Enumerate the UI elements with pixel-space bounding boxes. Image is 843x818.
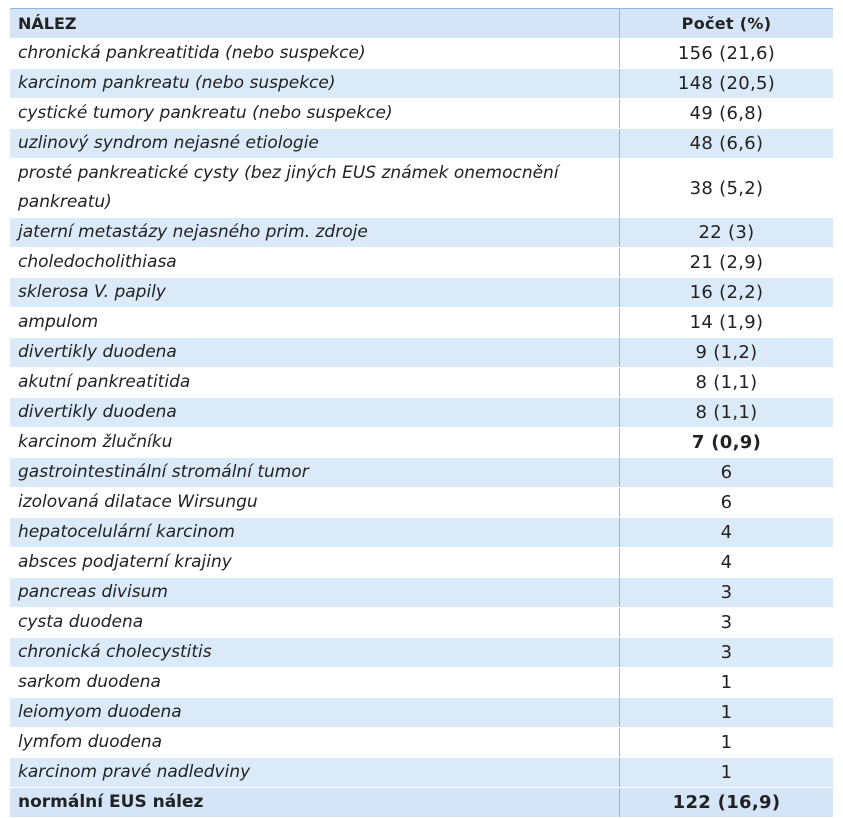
finding-cell: leiomyom duodena bbox=[10, 698, 620, 727]
count-cell: 48 (6,6) bbox=[620, 129, 833, 158]
count-cell: 1 bbox=[620, 698, 833, 727]
table-row bbox=[10, 398, 833, 428]
count-cell: 49 (6,8) bbox=[620, 99, 833, 128]
table-row bbox=[10, 99, 833, 129]
count-cell: 4 bbox=[620, 548, 833, 577]
table-row bbox=[10, 278, 833, 308]
header-count: Počet (%) bbox=[620, 9, 833, 38]
finding-cell: absces podjaterní krajiny bbox=[10, 548, 620, 577]
finding-cell: jaterní metastázy nejasného prim. zdroje bbox=[10, 218, 620, 247]
count-cell: 8 (1,1) bbox=[620, 368, 833, 397]
table-row bbox=[10, 129, 833, 159]
footer-count: 122 (16,9) bbox=[620, 788, 833, 817]
finding-cell: divertikly duodena bbox=[10, 398, 620, 427]
count-cell: 3 bbox=[620, 608, 833, 637]
finding-cell: pancreas divisum bbox=[10, 578, 620, 607]
table-row bbox=[10, 668, 833, 698]
table-row bbox=[10, 638, 833, 668]
table-row bbox=[10, 548, 833, 578]
count-cell: 156 (21,6) bbox=[620, 39, 833, 68]
count-cell: 9 (1,2) bbox=[620, 338, 833, 367]
table-row bbox=[10, 368, 833, 398]
count-cell: 38 (5,2) bbox=[620, 159, 833, 217]
findings-table bbox=[10, 8, 833, 813]
table-row bbox=[10, 488, 833, 518]
finding-cell: karcinom pankreatu (nebo suspekce) bbox=[10, 69, 620, 98]
finding-cell: cysta duodena bbox=[10, 608, 620, 637]
table-row bbox=[10, 458, 833, 488]
table-row bbox=[10, 518, 833, 548]
table-row bbox=[10, 338, 833, 368]
count-cell: 4 bbox=[620, 518, 833, 547]
table-row bbox=[10, 578, 833, 608]
finding-cell: karcinom žlučníku bbox=[10, 428, 620, 457]
table-row bbox=[10, 428, 833, 458]
count-cell: 3 bbox=[620, 638, 833, 667]
count-cell: 1 bbox=[620, 758, 833, 787]
table-row bbox=[10, 608, 833, 638]
finding-cell: gastrointestinální stromální tumor bbox=[10, 458, 620, 487]
count-cell: 148 (20,5) bbox=[620, 69, 833, 98]
count-cell: 21 (2,9) bbox=[620, 248, 833, 277]
count-cell: 14 (1,9) bbox=[620, 308, 833, 337]
table-row bbox=[10, 218, 833, 248]
finding-cell: izolovaná dilatace Wirsungu bbox=[10, 488, 620, 517]
table-header-row bbox=[10, 9, 833, 39]
count-cell: 1 bbox=[620, 728, 833, 757]
count-cell: 8 (1,1) bbox=[620, 398, 833, 427]
count-cell: 6 bbox=[620, 458, 833, 487]
table-row bbox=[10, 698, 833, 728]
count-cell: 6 bbox=[620, 488, 833, 517]
table-row bbox=[10, 308, 833, 338]
table-row bbox=[10, 159, 833, 218]
table-row bbox=[10, 758, 833, 788]
count-cell: 22 (3) bbox=[620, 218, 833, 247]
finding-cell: akutní pankreatitida bbox=[10, 368, 620, 397]
table-row bbox=[10, 248, 833, 278]
finding-cell: cystické tumory pankreatu (nebo suspekce) bbox=[10, 99, 620, 128]
finding-cell: sarkom duodena bbox=[10, 668, 620, 697]
finding-cell: chronická pankreatitida (nebo suspekce) bbox=[10, 39, 620, 68]
finding-cell: prosté pankreatické cysty (bez jiných EUS známek onemocnění pankreatu) bbox=[10, 159, 620, 217]
finding-cell: chronická cholecystitis bbox=[10, 638, 620, 667]
finding-cell: choledocholithiasa bbox=[10, 248, 620, 277]
table-row bbox=[10, 39, 833, 69]
count-cell: 1 bbox=[620, 668, 833, 697]
table-footer-row bbox=[10, 788, 833, 818]
table-row bbox=[10, 69, 833, 99]
count-cell: 16 (2,2) bbox=[620, 278, 833, 307]
finding-cell: hepatocelulární karcinom bbox=[10, 518, 620, 547]
finding-cell: karcinom pravé nadledviny bbox=[10, 758, 620, 787]
count-cell: 3 bbox=[620, 578, 833, 607]
footer-finding: normální EUS nález bbox=[10, 788, 620, 817]
finding-cell: divertikly duodena bbox=[10, 338, 620, 367]
finding-cell: sklerosa V. papily bbox=[10, 278, 620, 307]
table-row bbox=[10, 728, 833, 758]
finding-cell: ampulom bbox=[10, 308, 620, 337]
count-cell: 7 (0,9) bbox=[620, 428, 833, 457]
finding-cell: lymfom duodena bbox=[10, 728, 620, 757]
header-finding: NÁLEZ bbox=[10, 9, 620, 38]
finding-cell: uzlinový syndrom nejasné etiologie bbox=[10, 129, 620, 158]
